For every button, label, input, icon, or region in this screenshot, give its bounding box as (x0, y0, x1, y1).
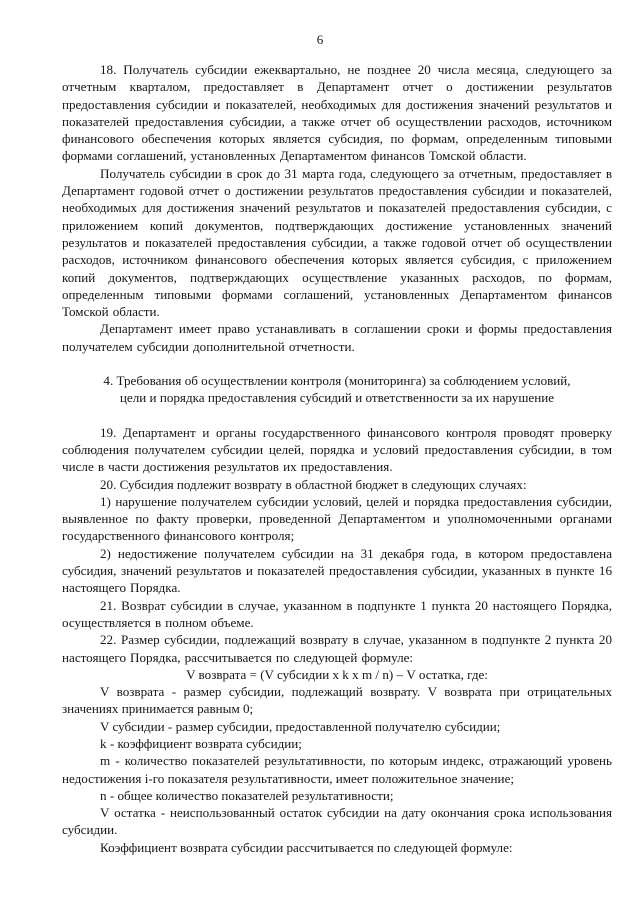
coefficient-intro: Коэффициент возврата субсидии рассчитывается по следующей формуле: (100, 839, 513, 855)
section-heading (62, 372, 612, 407)
definition-m: m - количество показателей результативности, по которым индекс, отражающий уровень недостижения i-го показателя результативности, имеет положительное значение; (62, 753, 612, 786)
definition-v-remainder: V остатка - неиспользованный остаток субсидии на дату окончания срока использования субсидии. (62, 805, 612, 838)
paragraph-18: 18. Получатель субсидии ежеквартально, не позднее 20 числа месяца, следующего за отчетным кварталом, предоставляет в Департамент отчет о достижении результатов предоставления субсидии и показателей, необходимых для достижения значений результатов и показателей предоставления субсидии, а также отчет об осуществлении расходов, источником финансового обеспечения которых является субсидия, по формам, определенным типовыми формами соглашений, установленных Департаментом финансов Томской области. (62, 62, 612, 164)
paragraph-additional-reporting: Департамент имеет право устанавливать в соглашении сроки и формы предоставления получателем субсидии дополнительной отчетности. (62, 321, 612, 354)
definition-v-subsidy: V субсидии - размер субсидии, предоставленной получателю субсидии; (100, 718, 501, 734)
section-heading-line-1: 4. Требования об осуществлении контроля (мониторинга) за соблюдением условий, (103, 373, 571, 389)
paragraph-19: 19. Департамент и органы государственного финансового контроля проводят проверку соблюдения получателем субсидии целей, порядка и условий предоставления субсидии, в том числе в части достижения результатов их предоставления. (62, 424, 612, 475)
definition-n: n - общее количество показателей результативности; (100, 787, 394, 803)
paragraph-20-item-2: 2) недостижение получателем субсидии на 31 декабря года, в котором предоставлена субсидия, значений результатов и показателей предоставления субсидии, указанных в пункте 16 настоящего Порядка. (62, 545, 612, 596)
paragraph-21: 21. Возврат субсидии в случае, указанном в подпункте 1 пункта 20 настоящего Порядка, осуществляется в полном объеме. (62, 597, 612, 630)
section-heading-line-2: цели и порядка предоставления субсидий и ответственности за их нарушение (119, 390, 555, 406)
paragraph-20-item-1: 1) нарушение получателем субсидии условий, целей и порядка предоставления субсидии, выявленное по факту проверки, проведенной Департаментом и уполномоченными органами государственного финансового контроля; (62, 493, 612, 544)
paragraph-22: 22. Размер субсидии, подлежащий возврату в случае, указанном в подпункте 2 пункта 20 настоящего Порядка, рассчитывается по следующей формуле: (62, 632, 612, 665)
definition-v-return: V возврата - размер субсидии, подлежащий возврату. V возврата при отрицательных значениях принимается равным 0; (62, 684, 612, 717)
document-body (62, 61, 612, 856)
paragraph-annual-report: Получатель субсидии в срок до 31 марта года, следующего за отчетным, предоставляет в Департамент годовой отчет о достижении результатов предоставления субсидии и показателей, необходимых для достижения значений результатов и показателей предоставления субсидии, с приложением копий документов, подтверждающих достижение установленных значений результатов и показателей предоставления субсидии, а также годовой отчет об осуществлении расходов, источником финансового обеспечения которых является субсидия, с приложением копий документов, подтверждающих осуществление указанных расходов, по формам, определенным типовыми формами соглашений, установленных Департаментом финансов Томской области. (62, 165, 612, 320)
page-number: 6 (316, 32, 324, 47)
paragraph-20: 20. Субсидия подлежит возврату в областной бюджет в следующих случаях: (100, 476, 527, 492)
return-formula: V возврата = (V субсидии x k x m / n) – V остатка, где: (186, 666, 488, 682)
definition-k: k - коэффициент возврата субсидии; (100, 735, 302, 751)
